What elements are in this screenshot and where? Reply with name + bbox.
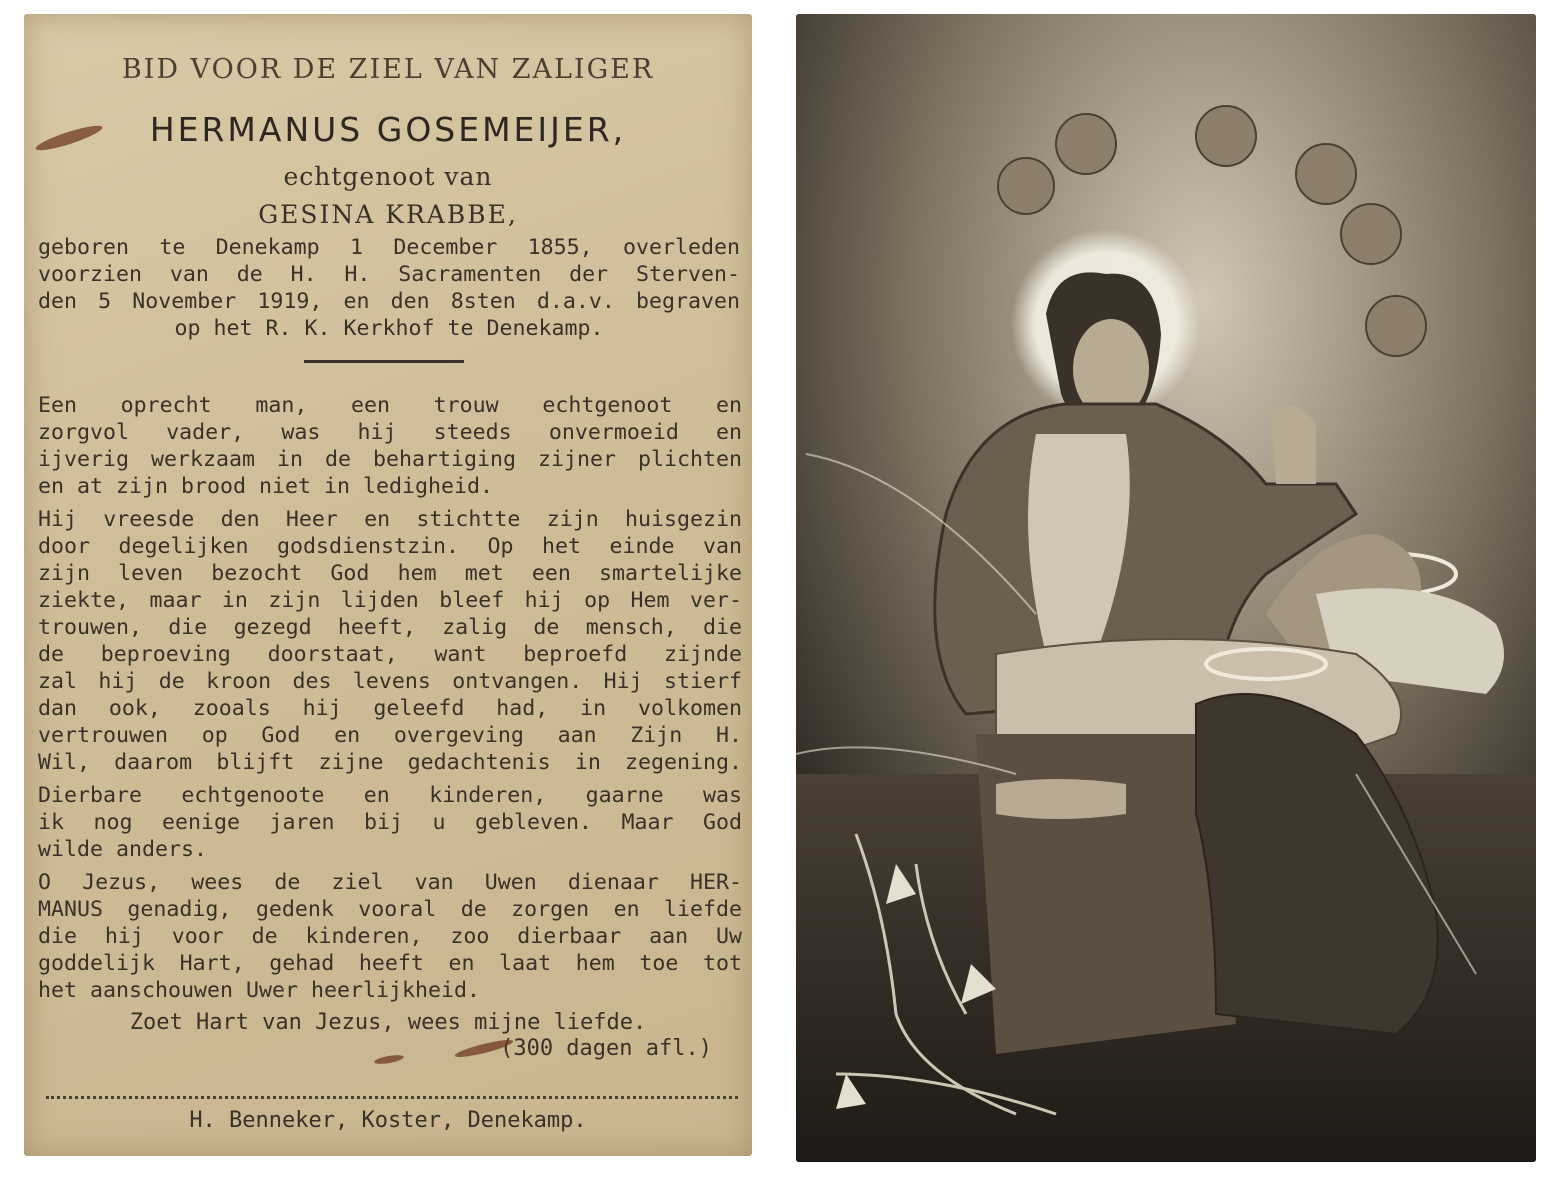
paragraph xyxy=(38,782,742,863)
eulogy-text xyxy=(38,392,742,1010)
text-line: ziekte, maar in zijn lijden bleef hij op Hem ver- xyxy=(38,588,742,613)
text-line: zijn leven bezocht God hem met een smartelijke xyxy=(38,561,742,586)
bio-line: geboren te Denekamp 1 December 1855, overleden xyxy=(38,235,740,260)
dotted-divider xyxy=(46,1096,738,1099)
text-line: goddelijk Hart, gehad heeft en laat hem toe tot xyxy=(38,951,742,976)
text-line: ik nog eenige jaren bij u gebleven. Maar God xyxy=(38,810,742,835)
text-line: Dierbare echtgenoote en kinderen, gaarne was xyxy=(38,783,742,808)
text-line: door degelijken godsdienstzin. Op het einde van xyxy=(38,534,742,559)
text-line: zorgvol vader, was hij steeds onvermoeid en xyxy=(38,420,742,445)
bio-line: voorzien van de H. H. Sacramenten der Sterven- xyxy=(38,262,740,287)
engraving-illustration xyxy=(796,14,1536,1162)
paragraph xyxy=(38,869,742,1004)
ink-stain xyxy=(374,1053,405,1065)
bio-line: op het R. K. Kerkhof te Denekamp. xyxy=(174,316,604,341)
mary-hands xyxy=(996,779,1126,819)
text-line: Wil, daarom blijft zijne gedachtenis in zegening. xyxy=(38,750,742,775)
text-line: ijverig werkzaam in de behartiging zijner plichten xyxy=(38,447,742,472)
divider-rule xyxy=(304,360,464,363)
text-line: trouwen, die gezegd heeft, zalig de mensch, die xyxy=(38,615,742,640)
indulgence-note: (300 dagen afl.) xyxy=(500,1036,712,1061)
spouse-of-label: echtgenoot van xyxy=(283,162,493,191)
paragraph xyxy=(38,506,742,776)
text-line: wilde anders. xyxy=(38,837,208,862)
christ-raised-hand xyxy=(1271,406,1316,484)
text-line: zal hij de kroon des levens ontvangen. Hij stierf xyxy=(38,669,742,694)
text-line: O Jezus, wees de ziel van Uwen dienaar HER- xyxy=(38,870,742,895)
devotional-engraving-image xyxy=(796,14,1536,1162)
closing-prayer: Zoet Hart van Jezus, wees mijne liefde. xyxy=(129,1010,647,1035)
bio-line: den 5 November 1919, en den 8sten d.a.v. begraven xyxy=(38,289,740,314)
text-line: dan ook, zooals hij geleefd had, in volkomen xyxy=(38,696,742,721)
text-line: vertrouwen op God en overgeving aan Zijn H. xyxy=(38,723,742,748)
deceased-name: HERMANUS GOSEMEIJER, xyxy=(149,110,627,149)
text-line: MANUS genadig, gedenk vooral de zorgen en liefde xyxy=(38,897,742,922)
prayer-header: BID VOOR DE ZIEL VAN ZALIGER xyxy=(121,54,655,85)
text-line: Een oprecht man, een trouw echtgenoot en xyxy=(38,393,742,418)
text-line: die hij voor de kinderen, zoo dierbaar aan Uw xyxy=(38,924,742,949)
memorial-card-text-side xyxy=(24,14,752,1156)
text-line: de beproeving doorstaat, want beproefd zijnde xyxy=(38,642,742,667)
text-line: Hij vreesde den Heer en stichtte zijn huisgezin xyxy=(38,507,742,532)
printer-credit: H. Benneker, Koster, Denekamp. xyxy=(189,1108,587,1133)
text-line: het aanschouwen Uwer heerlijkheid. xyxy=(38,978,481,1003)
paragraph xyxy=(38,392,742,500)
spouse-name: GESINA KRABBE, xyxy=(258,200,518,229)
biography-block xyxy=(38,234,740,342)
text-line: en at zijn brood niet in ledigheid. xyxy=(38,474,494,499)
